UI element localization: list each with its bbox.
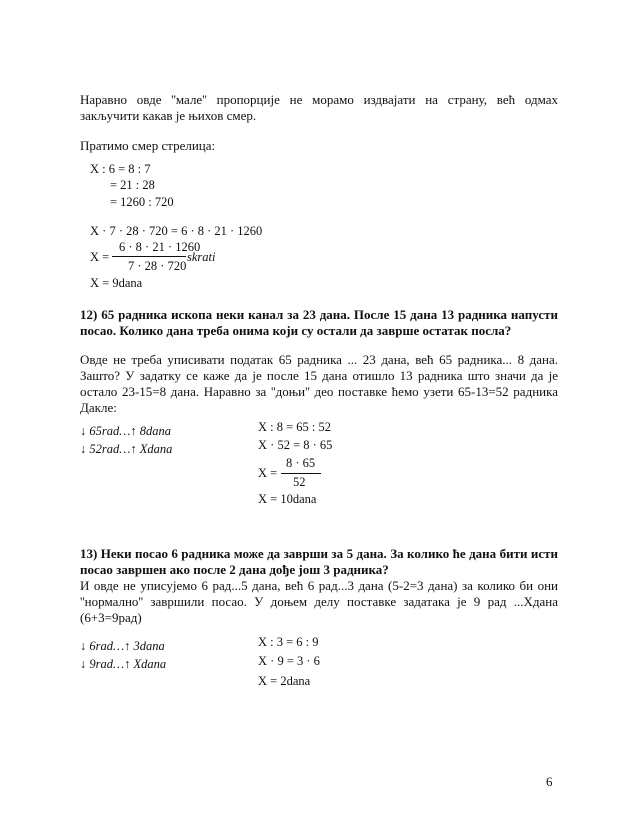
task12-eq1: X : 8 = 65 : 52 xyxy=(258,420,332,434)
calc11-eq1: X : 6 = 8 : 7 xyxy=(90,162,151,176)
task12-body-line-3: остало 23-15=8 дана. Наравно за ''доњи'' део поставке ћемо узети 65-13=52 радника xyxy=(80,384,558,399)
task12-title-line-1: 12) 65 радника ископа неки канал за 23 дана. После 15 дана 13 радника напусти xyxy=(80,307,558,322)
calc11-result: X = 9dana xyxy=(90,276,143,290)
task12-body-line-4: Дакле: xyxy=(80,400,117,415)
task13-eq1: X : 3 = 6 : 9 xyxy=(258,635,319,649)
calc11-eq3: = 1260 : 720 xyxy=(110,195,174,209)
task13-result: X = 2dana xyxy=(258,674,311,688)
task12-setup-row-1: ↓ 65rad…↑ 8dana xyxy=(80,424,171,438)
task12-frac-numerator: 8 · 65 xyxy=(286,456,316,470)
page-number: 6 xyxy=(546,774,553,789)
intro-follow: Пратимо смер стрелица: xyxy=(80,138,216,153)
task13-title-line-1: 13) Неки посао 6 радника може да заврши за 5 дана. За колико ће дана бити исти xyxy=(80,546,558,561)
task13-body-line-1: И овде не уписујемо 6 рад...5 дана, већ 6 рад...3 дана (5-2=3 дана) за колико би они xyxy=(80,578,558,593)
task12-frac-denominator: 52 xyxy=(293,475,306,489)
task12-setup-row-2: ↓ 52rad…↑ Xdana xyxy=(80,442,173,456)
task13-setup-row-2: ↓ 9rad…↑ Xdana xyxy=(80,657,167,671)
task12-eq2: X · 52 = 8 · 65 xyxy=(258,438,333,452)
intro-line-2: закључити какав је њихов смер. xyxy=(80,108,257,123)
task12-body-line-1: Овде не треба уписивати податак 65 радника ... 23 дана, већ 65 радника... 8 дана. xyxy=(80,352,558,367)
task13-title-line-2: посао завршен ако после 2 дана дође још 3 радника? xyxy=(80,562,389,577)
calc11-frac-denominator: 7 · 28 · 720 xyxy=(128,259,187,273)
task13-setup-row-1: ↓ 6rad…↑ 3dana xyxy=(80,639,165,653)
task12-result: X = 10dana xyxy=(258,492,317,506)
calc11-frac-numerator: 6 · 8 · 21 · 1260 xyxy=(119,240,201,254)
intro-line-1: Наравно овде ''мале'' пропорције не морамо издвајати на страну, већ одмах xyxy=(80,92,558,107)
task12-fraction-bar xyxy=(281,473,321,474)
task12-frac-lhs: X = xyxy=(258,466,278,480)
task12-body-line-2: Зашто? У задатку се каже да је после 15 дана отишло 13 радника што значи да је xyxy=(80,368,558,383)
calc11-frac-lhs: X = xyxy=(90,250,110,264)
task13-body-line-3: (6+3=9рад) xyxy=(80,610,142,625)
task13-body-line-2: ''нормално'' завршили посао. У доњем делу поставке задатака је 9 рад ...Xдана xyxy=(80,594,558,609)
calc11-eq4: X · 7 · 28 · 720 = 6 · 8 · 21 · 1260 xyxy=(90,224,263,238)
task13-eq2: X · 9 = 3 · 6 xyxy=(258,654,320,668)
calc11-fraction-bar xyxy=(112,256,186,257)
calc11-eq2: = 21 : 28 xyxy=(110,178,155,192)
task12-title-line-2: посао. Колико дана треба онима који су остали да заврше остатак посла? xyxy=(80,323,512,338)
calc11-frac-note: skrati xyxy=(187,250,216,264)
